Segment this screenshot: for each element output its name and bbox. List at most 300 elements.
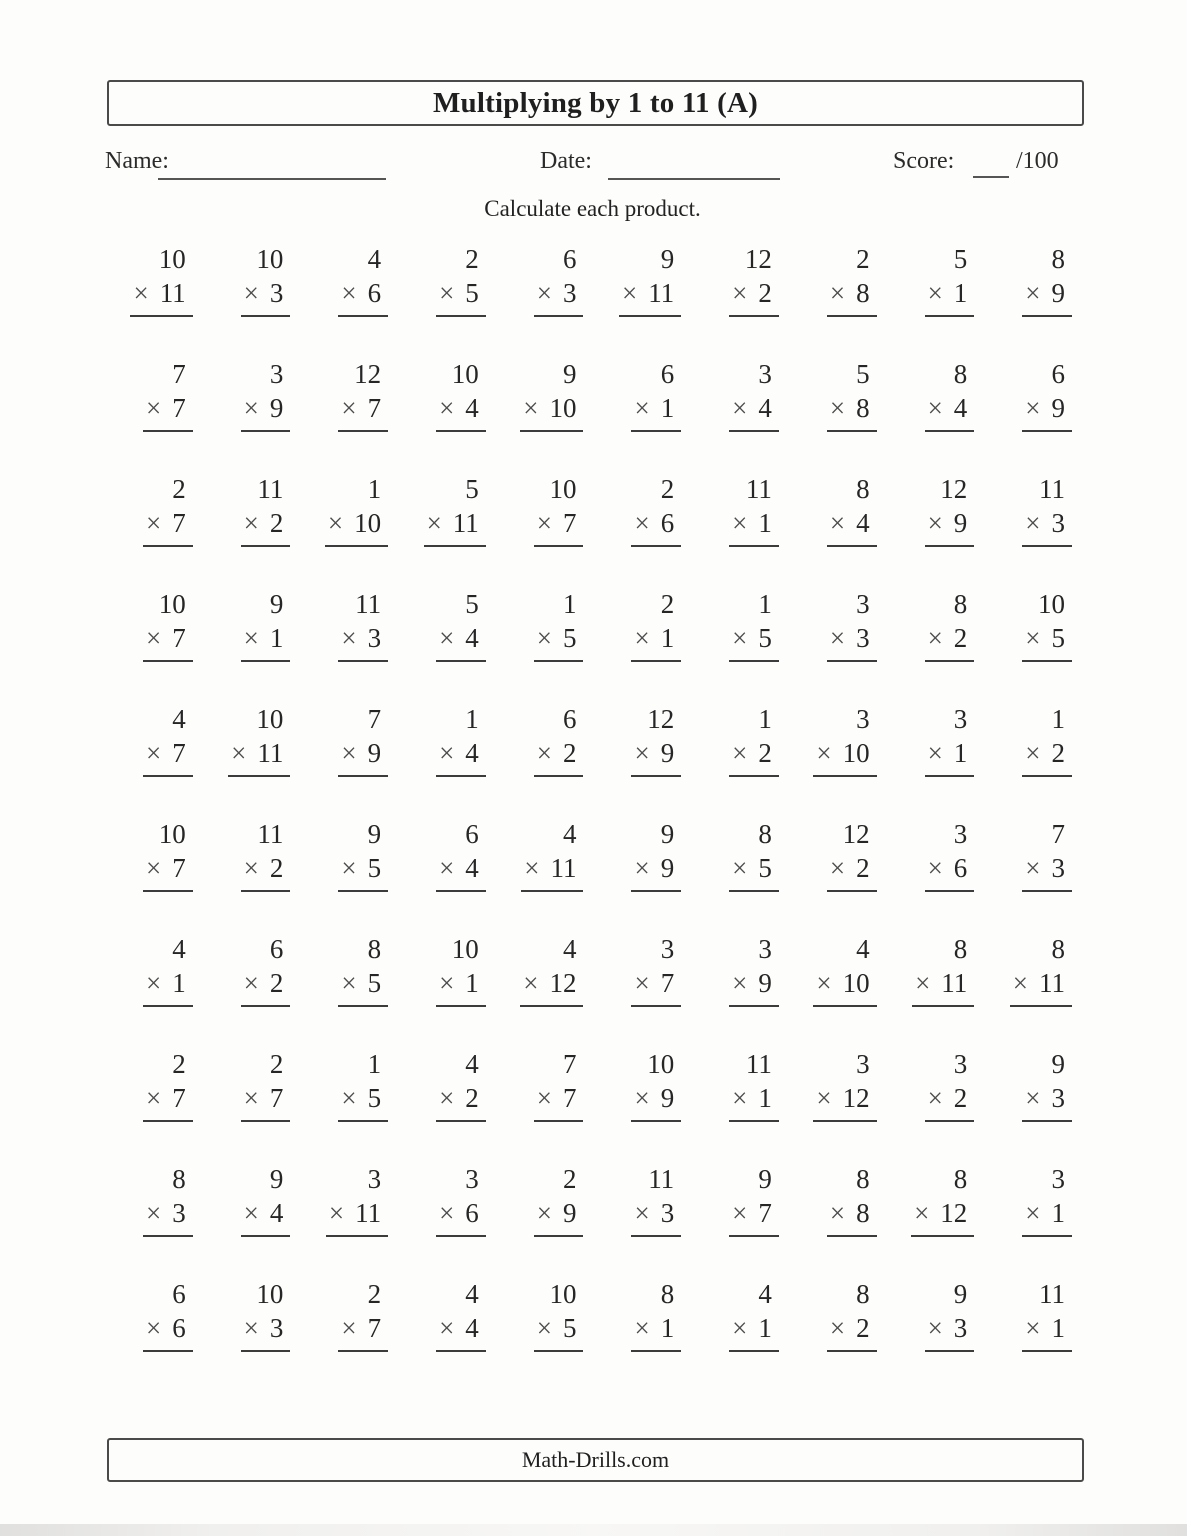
multiplication-problem [338,358,388,432]
multiplier-line [925,1312,975,1352]
multiply-icon: × [634,507,650,538]
multiplier-line [729,737,779,777]
score-label: Score: [893,148,955,174]
multiplicand: 11 [745,1049,772,1079]
multiply-icon: × [634,967,650,998]
multiplicand: 2 [465,244,479,274]
multiply-icon: × [133,277,149,308]
multiplier: 9 [1051,277,1065,308]
multiplication-problem [143,1163,193,1237]
problem-cell [496,243,594,358]
problem-cell [300,473,398,588]
problem-cell [593,703,691,818]
problem-cell [984,703,1082,818]
multiplier: 7 [172,852,186,883]
problem-cell [887,703,985,818]
multiplication-problem [338,588,388,662]
multiply-icon: × [634,1312,650,1343]
problem-cell [984,1278,1082,1393]
multiplier: 2 [465,1082,479,1113]
multiplicand: 3 [660,934,675,964]
multiplication-problem [631,358,681,432]
multiplier-line [143,1082,193,1122]
multiply-icon: × [732,737,748,768]
multiplier: 4 [465,852,479,883]
multiplication-problem [1022,1048,1072,1122]
multiplier-line [827,1197,877,1237]
multiplication-problem [338,933,388,1007]
multiply-icon: × [927,277,943,308]
multiplier-line [325,507,388,547]
multiplier: 3 [269,1312,284,1343]
multiplication-problem [1022,243,1072,317]
multiplier: 7 [172,392,186,423]
multiplicand: 6 [562,704,577,734]
multiplier-line [1022,1312,1072,1352]
multiplier: 3 [1051,507,1065,538]
multiplication-problem [631,703,681,777]
multiply-icon: × [145,967,162,998]
multiplier: 1 [269,622,284,653]
multiplier-line [1022,737,1072,777]
multiplicand: 10 [158,589,186,619]
multiplication-problem [424,473,486,547]
title-box [107,80,1084,126]
problem-cell [300,933,398,1048]
multiply-icon: × [732,507,748,538]
multiply-icon: × [145,737,162,768]
multiplication-problem [521,818,583,892]
multiplication-problem [631,933,681,1007]
multiplier-line [813,1082,876,1122]
problem-cell [398,1163,496,1278]
multiplier-line [631,1082,681,1122]
multiplier: 2 [562,737,577,768]
problem-cell [203,588,301,703]
multiplication-problem [436,243,486,317]
multiplication-problem [925,703,975,777]
multiply-icon: × [829,277,846,308]
multiplication-problem [729,473,779,547]
multiplicand: 1 [758,704,772,734]
problem-cell [984,358,1082,473]
multiply-icon: × [439,392,455,423]
problem-cell [496,1163,594,1278]
multiply-icon: × [634,622,650,653]
problem-cell [691,933,789,1048]
multiplier-line [925,507,975,547]
multiplier: 9 [660,737,675,768]
multiplier: 2 [269,507,284,538]
multiplication-problem [143,1048,193,1122]
multiply-icon: × [927,1312,943,1343]
multiplicand: 5 [953,244,968,274]
problem-cell [691,588,789,703]
problem-cell [789,703,887,818]
multiplier: 6 [367,277,382,308]
multiplicand: 4 [562,934,577,964]
problem-cell [398,933,496,1048]
problem-cell [887,933,985,1048]
problem-cell [593,1048,691,1163]
multiplier: 1 [1051,1312,1065,1343]
multiplicand: 1 [367,1049,382,1079]
multiplier-line [143,1312,193,1352]
multiplier-line [1010,967,1072,1007]
multiplicand: 7 [562,1049,577,1079]
multiplier-line [925,737,975,777]
multiplier-line [436,392,486,432]
problem-cell [496,818,594,933]
multiplication-problem [1022,473,1072,547]
problem-cell [105,1163,203,1278]
multiplication-problem [241,1278,291,1352]
score-blank-line [973,150,1009,178]
instruction-text: Calculate each product. [484,196,701,221]
multiply-icon: × [327,507,344,538]
multiplier: 5 [562,622,577,653]
problem-cell [496,588,594,703]
multiply-icon: × [914,1197,930,1228]
multiplier: 9 [269,392,284,423]
problem-cell [887,588,985,703]
multiplication-problem [813,1048,876,1122]
multiplication-problem [729,703,779,777]
problem-cell [984,473,1082,588]
problem-cell [203,1278,301,1393]
problem-cell [300,358,398,473]
multiplicand: 11 [355,589,382,619]
multiplication-problem [925,1278,975,1352]
multiplier-line [534,622,584,662]
multiplicand: 2 [856,244,870,274]
problem-cell [398,358,496,473]
multiply-icon: × [341,277,357,308]
multiplication-problem [1022,703,1072,777]
multiplicand: 1 [465,704,479,734]
multiplier-line [729,1082,779,1122]
multiplication-problem [436,1163,486,1237]
multiply-icon: × [145,392,162,423]
multiplication-problem [729,1278,779,1352]
multiplicand: 10 [647,1049,675,1079]
multiply-icon: × [341,622,357,653]
multiplicand: 8 [660,1279,675,1309]
multiply-icon: × [829,507,846,538]
multiplicand: 9 [269,589,284,619]
multiplier: 2 [856,852,870,883]
multiplication-problem [729,1163,779,1237]
multiplier-line [1022,507,1072,547]
problem-cell [203,473,301,588]
multiply-icon: × [523,392,539,423]
multiplier: 3 [856,622,870,653]
multiplicand: 6 [562,244,577,274]
multiplication-problem [325,473,388,547]
multiplication-problem [729,243,779,317]
problem-cell [105,473,203,588]
multiply-icon: × [536,622,552,653]
multiplicand: 2 [269,1049,284,1079]
multiplier: 10 [842,967,870,998]
multiplicand: 6 [269,934,284,964]
problems-grid [105,243,1082,1393]
multiplier-line [424,507,486,547]
multiplication-problem [241,1163,291,1237]
multiplication-problem [241,933,291,1007]
multiply-icon: × [927,852,943,883]
multiply-icon: × [536,1082,552,1113]
multiplication-problem [436,703,486,777]
problem-cell [203,818,301,933]
multiplicand: 9 [562,359,577,389]
multiply-icon: × [439,622,455,653]
multiplicand: 4 [562,819,577,849]
problem-cell [789,933,887,1048]
multiplication-problem [729,933,779,1007]
multiplier-line [631,1197,681,1237]
multiplication-problem [241,243,291,317]
problem-cell [203,358,301,473]
multiplication-problem [631,1278,681,1352]
multiplicand: 2 [172,1049,186,1079]
multiply-icon: × [634,1197,650,1228]
multiplier-line [520,392,583,432]
multiplier-line [436,967,486,1007]
footer-site-name: Math-Drills.com [521,1447,670,1472]
multiplier-line [241,1312,291,1352]
multiplier-line [534,1197,584,1237]
multiply-icon: × [1025,622,1041,653]
multiplier-line [338,1082,388,1122]
multiply-icon: × [915,967,931,998]
multiplier-line [631,967,681,1007]
multiply-icon: × [1025,1312,1041,1343]
multiplicand: 2 [660,474,675,504]
multiplier: 4 [856,507,870,538]
multiplier: 1 [1051,1197,1065,1228]
multiplication-problem [338,818,388,892]
problem-cell [593,358,691,473]
multiplier-line [241,392,291,432]
multiplication-problem [1022,358,1072,432]
multiplier: 2 [1051,737,1065,768]
multiply-icon: × [634,737,650,768]
multiplier: 8 [856,277,870,308]
multiply-icon: × [439,1197,455,1228]
problem-cell [105,1048,203,1163]
multiplier: 5 [758,622,772,653]
multiplicand: 5 [465,474,479,504]
multiply-icon: × [341,737,357,768]
multiplication-problem [827,1278,877,1352]
multiplier-line [729,622,779,662]
multiplier: 2 [269,967,284,998]
multiply-icon: × [439,852,455,883]
date-label: Date: [540,148,592,174]
multiplicand: 8 [953,359,968,389]
multiplier-line [326,1197,388,1237]
multiply-icon: × [439,967,455,998]
multiply-icon: × [1025,507,1041,538]
problem-cell [691,1278,789,1393]
multiplier-line [241,852,291,892]
multiply-icon: × [145,507,162,538]
multiplier: 2 [953,622,968,653]
multiplier: 4 [758,392,772,423]
multiplicand: 7 [1051,819,1065,849]
multiply-icon: × [732,277,748,308]
multiplier: 3 [269,277,284,308]
multiply-icon: × [536,737,552,768]
multiplier-line [619,277,681,317]
multiplier: 6 [953,852,968,883]
multiplication-problem [436,818,486,892]
multiplier: 9 [660,1082,675,1113]
multiplier: 11 [257,737,284,768]
multiplier-line [436,277,486,317]
problem-cell [789,473,887,588]
multiplier: 10 [842,737,870,768]
multiplication-problem [436,1048,486,1122]
multiplier: 4 [465,622,479,653]
problem-cell [789,1048,887,1163]
multiplicand: 3 [367,1164,382,1194]
multiplication-problem [925,358,975,432]
multiplication-problem [143,473,193,547]
multiplier: 11 [941,967,968,998]
multiplier: 5 [367,852,382,883]
problem-cell [887,473,985,588]
multiplication-problem [143,588,193,662]
multiplier: 5 [367,967,382,998]
multiplicand: 9 [660,244,675,274]
multiplicand: 7 [172,359,186,389]
problem-cell [887,1163,985,1278]
multiply-icon: × [328,1197,345,1228]
multiplication-problem [729,1048,779,1122]
problem-cell [789,1278,887,1393]
multiplicand: 5 [465,589,479,619]
multiplier: 4 [953,392,968,423]
multiply-icon: × [816,737,832,768]
multiplicand: 6 [1051,359,1065,389]
multiplicand: 4 [172,934,186,964]
multiplicand: 2 [172,474,186,504]
multiplier-line [241,622,291,662]
multiplicand: 4 [856,934,870,964]
multiplier-line [436,852,486,892]
multiplication-problem [925,1048,975,1122]
multiply-icon: × [1025,737,1041,768]
problem-cell [984,1048,1082,1163]
multiplier-line [729,1312,779,1352]
multiply-icon: × [732,852,748,883]
multiplicand: 1 [562,589,577,619]
multiplication-problem [338,1278,388,1352]
multiplier: 11 [1038,967,1065,998]
multiplication-problem [813,933,876,1007]
multiplier: 1 [660,392,675,423]
multiplication-problem [827,588,877,662]
multiplicand: 12 [842,819,870,849]
multiply-icon: × [732,1197,748,1228]
problem-cell [984,1163,1082,1278]
multiplier-line [631,507,681,547]
multiply-icon: × [816,967,832,998]
multiplication-problem [729,358,779,432]
multiplier: 1 [172,967,186,998]
multiplicand: 3 [1051,1164,1065,1194]
problem-cell [496,933,594,1048]
multiplication-problem [827,473,877,547]
multiplier-line [925,852,975,892]
multiplication-problem [1010,933,1072,1007]
multiplier: 12 [940,1197,968,1228]
multiply-icon: × [1025,852,1041,883]
multiplication-problem [241,818,291,892]
multiply-icon: × [1012,967,1028,998]
multiplication-problem [912,933,974,1007]
multiply-icon: × [439,1312,455,1343]
multiplier: 5 [367,1082,382,1113]
multiplicand: 11 [1038,474,1065,504]
multiplier-line [925,392,975,432]
multiplicand: 11 [1038,1279,1065,1309]
multiplicand: 3 [758,934,772,964]
multiplication-problem [520,358,583,432]
multiplier: 1 [758,507,772,538]
multiply-icon: × [634,852,650,883]
multiply-icon: × [829,622,846,653]
multiplication-problem [143,933,193,1007]
multiplier: 1 [953,277,968,308]
multiplier: 5 [758,852,772,883]
multiplier-line [631,622,681,662]
multiplier-line [1022,1197,1072,1237]
multiplicand: 3 [465,1164,479,1194]
multiplication-problem [338,243,388,317]
problem-cell [691,703,789,818]
multiplier-line [130,277,192,317]
multiplier: 3 [172,1197,186,1228]
multiplier-line [729,507,779,547]
multiplication-problem [729,818,779,892]
multiplication-problem [729,588,779,662]
multiplicand: 10 [256,1279,284,1309]
multiplication-problem [534,588,584,662]
multiplier: 7 [172,507,186,538]
problem-cell [691,1048,789,1163]
multiply-icon: × [341,392,357,423]
multiply-icon: × [732,1082,748,1113]
multiplier: 7 [269,1082,284,1113]
multiply-icon: × [732,967,748,998]
multiplier-line [338,967,388,1007]
multiplier: 6 [172,1312,186,1343]
problem-cell [300,1278,398,1393]
problem-cell [593,588,691,703]
multiplier: 6 [660,507,675,538]
multiplicand: 10 [158,244,186,274]
multiplicand: 4 [465,1279,479,1309]
multiplicand: 3 [269,359,284,389]
problem-cell [203,1048,301,1163]
problem-cell [789,818,887,933]
problem-cell [105,933,203,1048]
multiplier-line [520,967,583,1007]
multiplier-line [143,622,193,662]
